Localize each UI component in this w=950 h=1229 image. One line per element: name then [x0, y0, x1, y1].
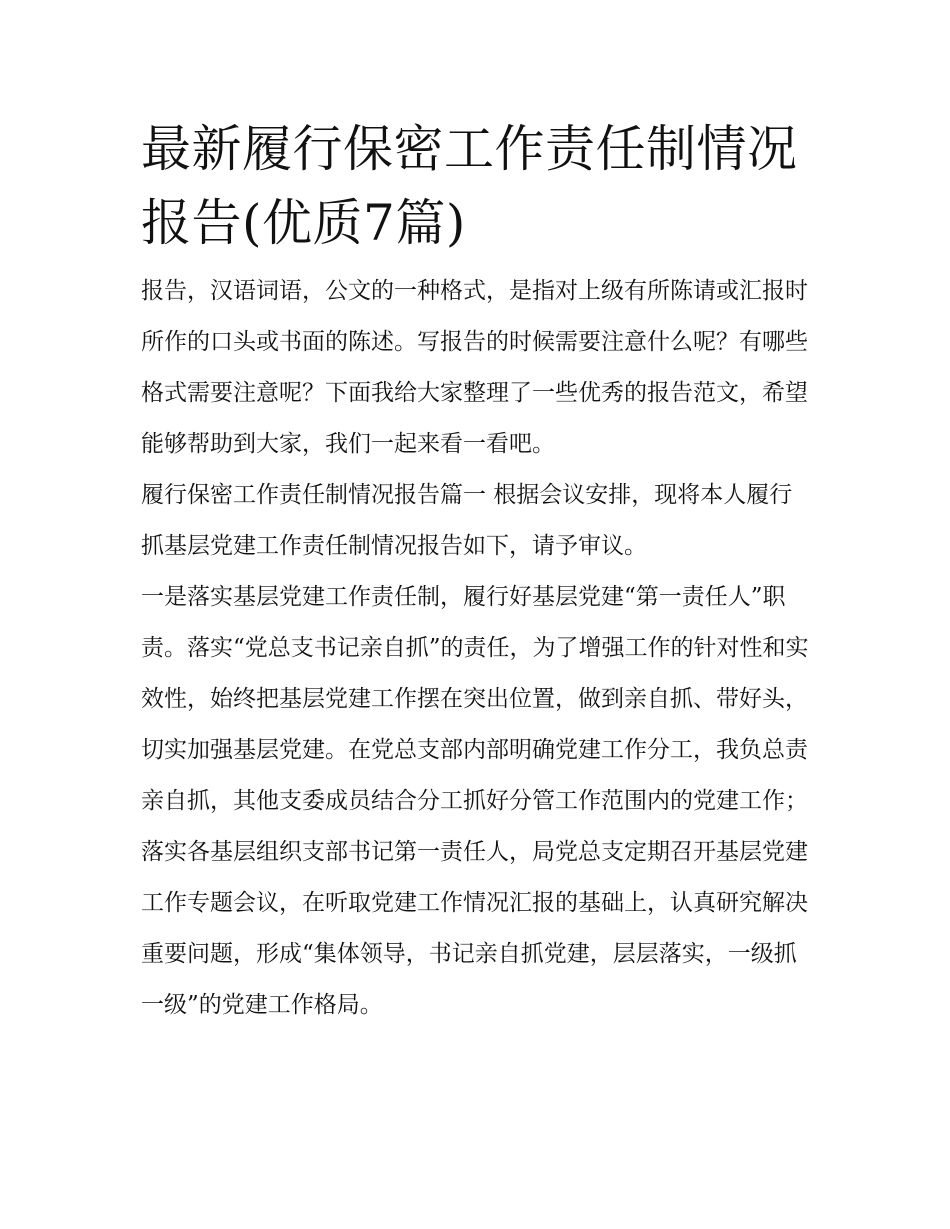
intro-paragraph: 报告，汉语词语，公文的一种格式，是指对上级有所陈请或汇报时所作的口头或书面的陈述。写报告的时候需要注意什么呢？有哪些格式需要注意呢？下面我给大家整理了一些优秀的报告范文，希望能够帮助到大家，我们一起来看一看吧。 — [141, 278, 808, 457]
document-content — [141, 112, 813, 1031]
document-title: 最新履行保密工作责任制情况报告(优质7篇) — [141, 120, 798, 252]
section-one-point-one-paragraph: 一是落实基层党建工作责任制，履行好基层党建“第一责任人”职责。落实“党总支书记亲自抓”的责任，为了增强工作的针对性和实效性，始终把基层党建工作摆在突出位置，做到亲自抓、带好头，切实加强基层党建。在党总支部内部明确党建工作分工，我负总责亲自抓，其他支委成员结合分工抓好分管工作范围内的党建工作；落实各基层组织支部书记第一责任人，局党总支定期召开基层党建工作专题会议，在听取党建工作情况汇报的基础上，认真研究解决重要问题，形成“集体领导，书记亲自抓党建，层层落实，一级抓一级”的党建工作格局。 — [141, 584, 809, 1018]
document-body — [141, 266, 813, 1031]
section-one-intro-paragraph: 履行保密工作责任制情况报告篇一 根据会议安排，现将本人履行抓基层党建工作责任制情况报告如下，请予审议。 — [141, 482, 793, 559]
